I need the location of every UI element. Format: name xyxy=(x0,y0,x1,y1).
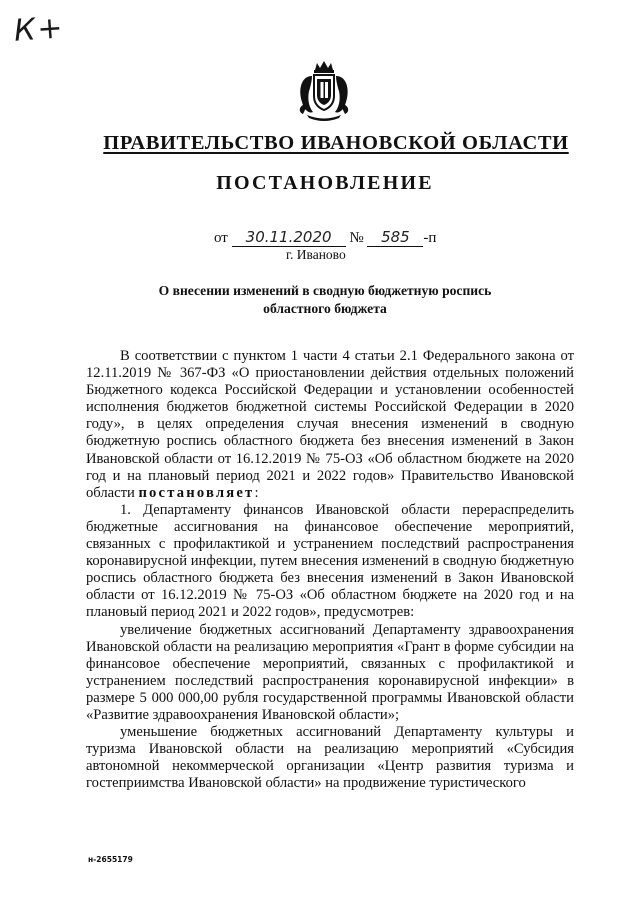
document-body xyxy=(86,348,574,792)
increase-paragraph: увеличение бюджетных ассигнований Департаменту здравоохранения Ивановской области на реализацию мероприятия «Грант в форме субсидии на финансовое обеспечение мероприятий, связанных с профилактикой и устранением последствий распространения коронавирусной инфекции» в размере 5 000 000,00 рубля государственной программы Ивановской области «Развитие здравоохранения Ивановской области»; xyxy=(86,621,574,723)
subject-line-1: О внесении изменений в сводную бюджетную роспись xyxy=(158,283,492,298)
clause-1-paragraph: 1. Департаменту финансов Ивановской области перераспределить бюджетные ассигнования на финансовое обеспечение мероприятий, связанных с профилактикой и устранением последствий распространения коронавирусной инфекции, путем внесения изменений в сводную бюджетную роспись областного бюджета без внесения изменений в Закон Ивановской области от 16.12.2019 № 75-ОЗ «Об областном бюджете на 2020 год и на плановый период 2021 и 2022 годов», предусмотрев: xyxy=(86,501,574,621)
coat-of-arms-icon xyxy=(295,60,353,122)
handwritten-date: 30.11.2020 xyxy=(232,228,346,247)
subject-line-2: областного бюджета xyxy=(263,301,387,316)
preamble-end: : xyxy=(254,484,259,501)
document-subject xyxy=(130,282,520,318)
handwritten-number: 585 xyxy=(367,228,423,247)
city-line: г. Иваново xyxy=(286,247,346,262)
decrease-paragraph: уменьшение бюджетных ассигнований Департаменту культуры и туризма Ивановской области на реализацию мероприятий «Субсидия автономной некоммерческой организации «Центр развития туризма и гостеприимства Ивановской области» на продвижение туристического xyxy=(86,724,574,792)
resolve-word: постановляет xyxy=(138,484,255,501)
date-prefix: от xyxy=(214,230,228,246)
date-number-line xyxy=(214,228,436,247)
number-suffix: -п xyxy=(423,230,437,246)
document-type: ПОСТАНОВЛЕНИЕ xyxy=(216,172,434,194)
preamble-text: В соответствии с пунктом 1 части 4 статьи 2.1 Федерального закона от 12.11.2019 № 367-ФЗ «О приостановлении действия отдельных положений Бюджетного кодекса Российской Федерации и установлении особенностей исполнения бюджетов бюджетной системы Российской Федерации в 2020 году», в целях определения случая внесения изменений в сводную бюджетную роспись областного бюджета без внесения изменений в Закон Ивановской области от 16.12.2019 № 75-ОЗ «Об областном бюджете на 2020 год и на плановый период 2021 и 2022 годов» Правительство Ивановской области xyxy=(86,348,574,501)
footer-code: н-2655179 xyxy=(88,855,133,864)
number-sign: № xyxy=(349,230,364,246)
handwritten-mark: К+ xyxy=(12,10,66,49)
organization-title: ПРАВИТЕЛЬСТВО ИВАНОВСКОЙ ОБЛАСТИ xyxy=(103,132,569,154)
preamble-paragraph xyxy=(86,348,574,502)
